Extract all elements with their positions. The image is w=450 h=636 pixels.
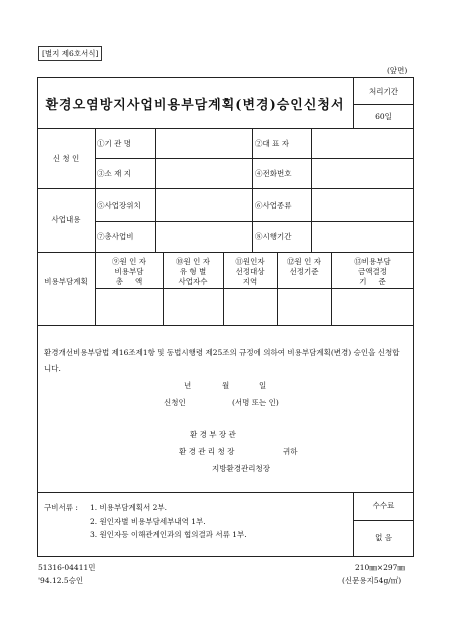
phone-label: ④전화번호: [255, 169, 292, 178]
cost-header-amount-basis: ⑬비용부담 금액결정 기 준: [354, 257, 391, 286]
period-label: ⑧시행기간: [255, 232, 292, 241]
processing-period-label: 처리기간: [369, 87, 398, 96]
recipient-regional: 지방환경관리청장: [212, 464, 270, 473]
representative-label: ②대 표 자: [255, 139, 290, 148]
signature-placeholder: (서명 또는 인): [232, 398, 279, 407]
form-code: 51316-04411민: [38, 563, 96, 572]
recipient-suffix: 귀하: [283, 447, 298, 456]
date-year: 년: [184, 381, 192, 390]
cost-header-criteria: ⑫원 인 자 선정기준: [286, 257, 321, 276]
form-frame: [37, 77, 414, 557]
approval-date: '94.12.5승인: [38, 576, 84, 585]
cost-header-total: ⑨원 인 자 비용부담 총 액: [111, 257, 146, 286]
total-cost-label: ⑦총사업비: [97, 232, 134, 241]
site-location-label: ⑤사업장위치: [97, 201, 141, 210]
recipient-minister: 환 경 부 장 관: [190, 430, 236, 439]
applicant-sign-label: 신청인: [164, 398, 186, 407]
address-label: ③소 재 지: [97, 169, 132, 178]
fee-label: 수수료: [372, 501, 395, 510]
business-type-label: ⑥사업종류: [255, 201, 292, 210]
attachment-item: 2. 원인자별 비용부담세부내역 1부.: [90, 517, 206, 526]
business-section-label: 사업내용: [51, 215, 81, 224]
date-day: 일: [259, 381, 267, 390]
date-month: 월: [222, 381, 230, 390]
application-statement: 환경개선비용부담법 제16조제1항 및 동법시행령 제25조의 규정에 의하여 비용부담계획(변경) 승인을 신청합니다.: [44, 348, 400, 373]
attachments-label: 구비서류 :: [44, 503, 78, 512]
page-side-label: (앞면): [387, 66, 408, 75]
attachment-item: 3. 원인자등 이해관계인과의 협의결과 서류 1부.: [90, 530, 247, 539]
processing-period-value: 60일: [375, 112, 392, 121]
recipient-office: 환 경 관 리 청 장: [179, 447, 235, 456]
attachment-item: 1. 비용부담계획서 2부.: [90, 503, 168, 512]
applicant-section-label: 신 청 인: [52, 154, 80, 163]
cost-section-label: 비용부담계획: [44, 277, 88, 286]
paper-type: (신문용지54g/㎡): [342, 576, 402, 585]
agency-name-label: ①기 관 명: [97, 139, 132, 148]
cost-header-count: ⑩원 인 자 유 형 별 사업자수: [175, 257, 210, 286]
form-title: 환경오염방지사업비용부담계획(변경)승인신청서: [45, 98, 345, 113]
paper-size: 210㎜×297㎜: [355, 563, 405, 572]
cost-header-region: ⑪원인자 선정대상 지역: [235, 257, 265, 286]
form-number-label: [별지 제6호서식]: [38, 46, 102, 61]
fee-value: 없 음: [375, 533, 392, 542]
